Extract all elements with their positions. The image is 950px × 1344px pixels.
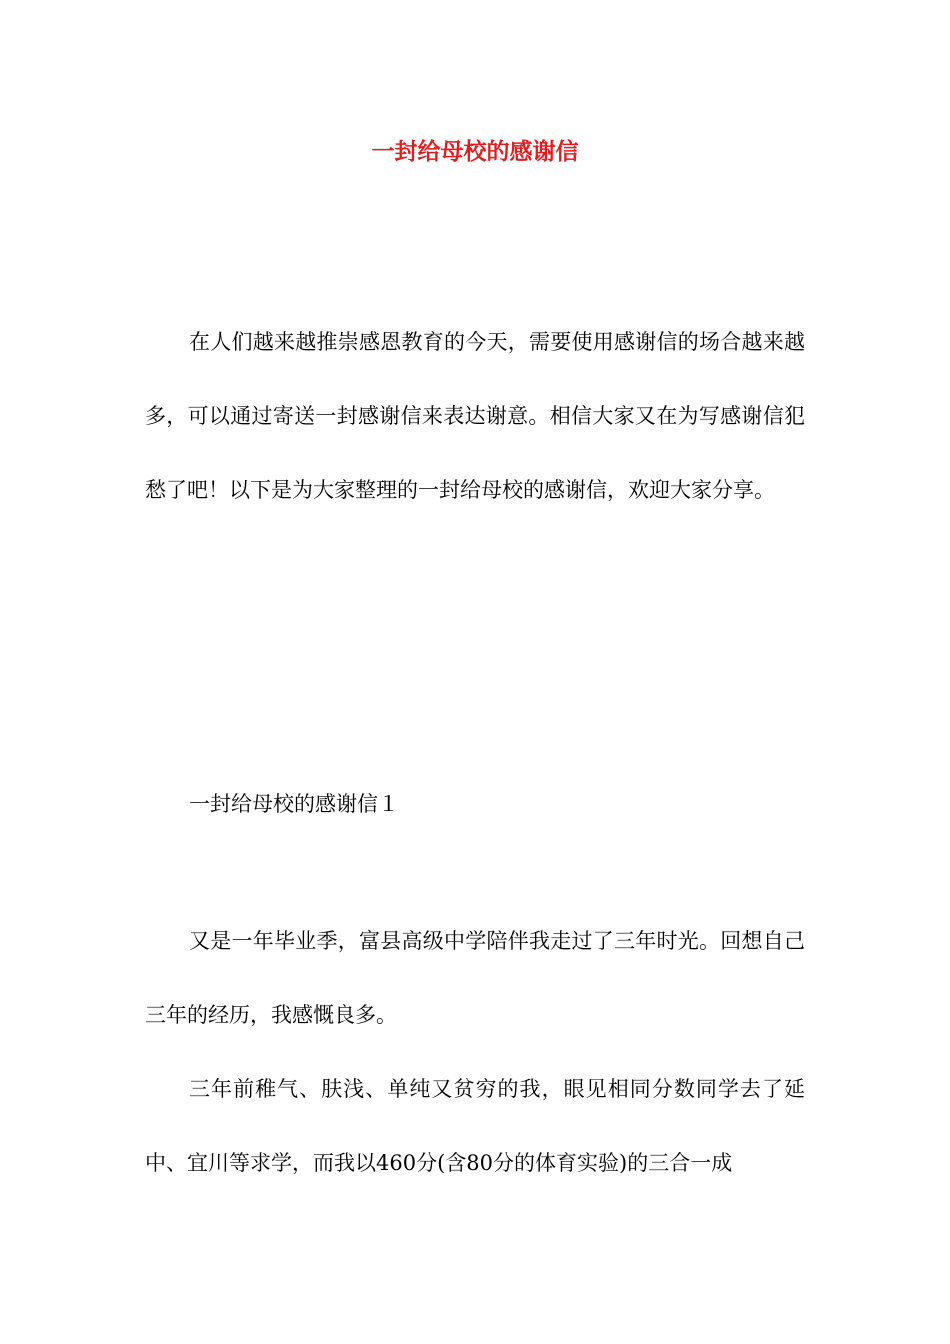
section-heading: 一封给母校的感谢信１ bbox=[189, 792, 399, 816]
intro-paragraph: 在人们越来越推崇感恩教育的今天，需要使用感谢信的场合越来越多，可以通过寄送一封感谢信来表达谢意。相信大家又在为写感谢信犯愁了吧！以下是为大家整理的一封给母校的感谢信，欢迎大家分享。 bbox=[145, 330, 805, 502]
document-title: 一封给母校的感谢信 bbox=[371, 139, 579, 165]
body-paragraph-2: 三年前稚气、肤浅、单纯又贫穷的我，眼见相同分数同学去了延中、宜川等求学，而我以460分(含80分的体育实验)的三合一成 bbox=[145, 1077, 805, 1175]
body-paragraph-1: 又是一年毕业季，富县高级中学陪伴我走过了三年时光。回想自己三年的经历，我感慨良多。 bbox=[145, 929, 805, 1027]
